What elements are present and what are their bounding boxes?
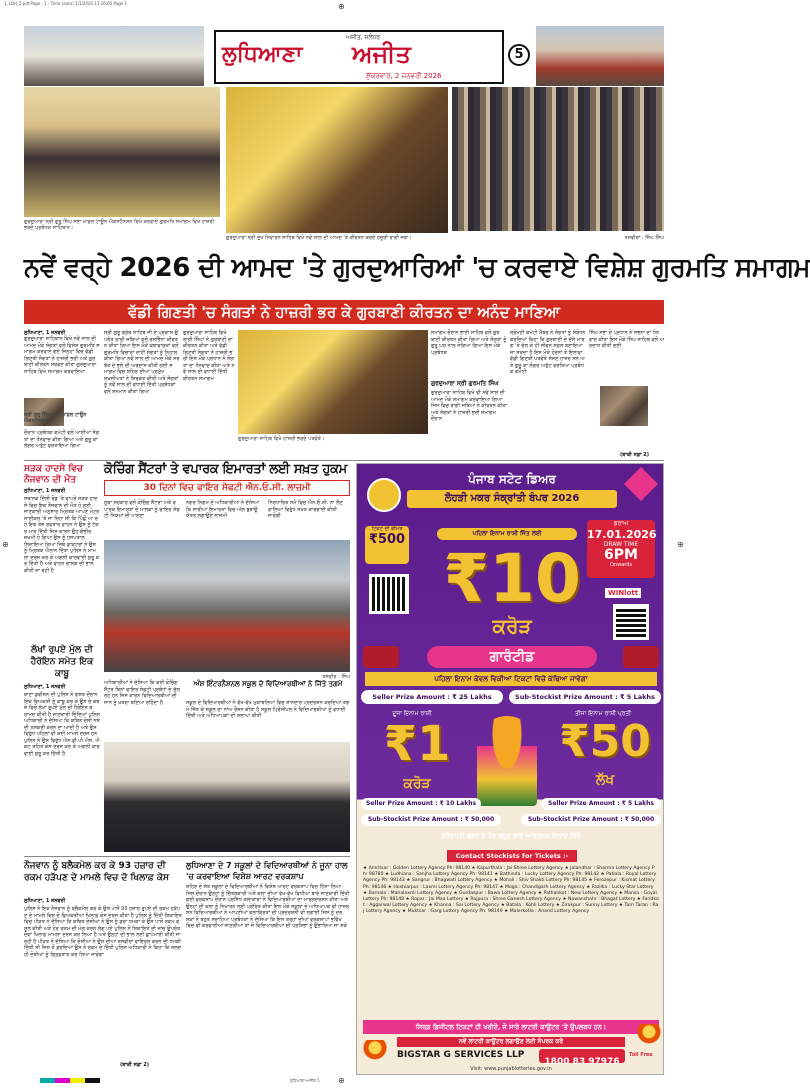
bottom-left-text: ਪੁਲਿਸ ਨੇ ਇਕ ਨੌਜਵਾਨ ਨੂੰ ਬਲੈਕਮੇਲ ਕਰ ਕੇ ਉਸ ਪਾਸੋਂ 93 ਹਜ਼ਾਰ ਰੁਪਏ ਦੀ ਰਕਮ ਹੜੱਪਣ ਦੇ ਮਾਮਲੇ ਵਿਚ ਦੋ ਵਿਅਕਤੀਆਂ ਖਿਲਾਫ਼ ਕੇਸ ਦਰਜ ਕੀਤਾ ਹੈ ਪੁਲਿਸ ਨੂੰ ਦਿੱਤੀ ਸ਼ਿਕਾਇਤ ਵਿਚ ਪੀੜਤ ਨੇ ਦੱਸਿਆ ਕਿ ਕਥਿਤ ਦੋਸ਼ੀਆਂ ਨੇ ਉਸ ਨੂੰ ਡਰਾ ਧਮਕਾ ਕੇ ਉਸ ਪਾਸੋਂ ਰਕਮ ਵਸੂਲ ਕੀਤੀ ਅਤੇ ਹੋਰ ਰਕਮ ਦੀ ਮੰਗ ਕਰਨ ਲੱਗ ਪਏ ਪੁਲਿਸ ਨੇ ਸ਼ਿਕਾਇਤ ਦੀ ਜਾਂਚ ਉਪਰੰਤ ਦੋਵਾਂ ਖਿਲਾਫ਼ ਮਾਮਲਾ ਦਰਜ ਕਰ ਲਿਆ ਹੈ ਅਤੇ ਉਨ੍ਹਾਂ ਦੀ ਭਾਲ ਲਈ ਛਾਪੇਮਾਰੀ ਕੀਤੀ ਜਾ ਰਹੀ ਹੈ ਪੀੜਤ ਨੇ ਦੱਸਿਆ ਕਿ ਦੋਸ਼ੀਆਂ ਨੇ ਉਸ ਦੀਆਂ ਤਸਵੀਰਾਂ ਵਾਇਰਲ ਕਰਨ ਦੀ ਧਮਕੀ ਦਿੱਤੀ ਸੀ ਜਿਸ ਤੋਂ ਡਰਦਿਆਂ ਉਸ ਨੇ ਰਕਮ ਦੇ ਦਿੱਤੀ ਪੁਲਿਸ ਅਧਿਕਾਰੀ ਨੇ ਕਿਹਾ ਕਿ ਜਲਦ ਹੀ ਦੋਸ਼ੀਆਂ ਨੂੰ ਗ੍ਰਿਫ਼ਤਾਰ ਕਰ ਲਿਆ ਜਾਵੇਗਾ: [24, 906, 182, 958]
middle-group-photo: [104, 742, 350, 852]
middle-col-3: ਨਿਰਧਾਰਿਤ ਸਮੇਂ ਵਿਚ ਐਨ.ਓ.ਸੀ. ਨਾ ਲੈਣ ਵਾਲਿਆਂ ਵਿਰੁੱਧ ਸਖ਼ਤ ਕਾਰਵਾਈ ਕੀਤੀ ਜਾਵੇਗੀ: [268, 500, 343, 519]
masthead-date: ਸ਼ੁੱਕਰਵਾਰ, 2 ਜਨਵਰੀ 2026: [366, 72, 442, 80]
sub-headline-bar: [24, 300, 664, 324]
ad-price: ₹500: [368, 532, 406, 547]
ad-tractor-icon: [363, 646, 399, 668]
ad-third-prize-label: ਤੀਜਾ ਇਨਾਮ ਰਾਸ਼ੀ ਪ੍ਰਤੀ: [574, 710, 632, 717]
middle-headline: ਕੋਚਿੰਗ ਸੈਂਟਰਾਂ ਤੇ ਵਪਾਰਕ ਇਮਾਰਤਾਂ ਲਈ ਸਖ਼ਤ ਹੁਕਮ: [104, 462, 347, 477]
print-slug: 1_LDH_5.pdf-Page - 1 - Time (auto) 1/1/2026 11:16:05 Page 1: [4, 1, 128, 6]
ad-footer-pink: ਸਿਰਫ਼ ਡਿਜੀਟਲ ਟਿਕਟਾਂ ਹੀ ਖਰੀਦੋ, ਜੋ ਸਾਰੇ ਲਾਟਰੀ ਕਾਊਂਟਰ 'ਤੇ ਉਪਲਬਧ ਹਨ।: [363, 1020, 659, 1034]
ad-sub-stockist-3: Sub-Stockist Prize Amount : ₹ 50,000: [521, 814, 661, 826]
story-col-1: ਲੁਧਿਆਣਾ, 1 ਜਨਵਰੀ ਗੁਰਦੁਆਰਾ ਸਾਹਿਬਾਨ ਵਿਖੇ ਨਵੇਂ ਸਾਲ ਦੀ ਆਮਦ ਮੌਕੇ ਸੰਗਤਾਂ ਵਲੋਂ ਵਿਸ਼ੇਸ਼ ਗੁਰਮਤਿ ਸਮਾਗਮ ਕਰਵਾਏ ਗਏ ਜਿਨ੍ਹਾਂ ਵਿਚ ਵੱਡੀ ਗਿਣਤੀ ਸੰਗਤਾਂ ਨੇ ਹਾਜ਼ਰੀ ਭਰੀ ਅਤੇ ਗੁਰਬਾਣੀ ਕੀਰਤਨ ਸਰਵਣ ਕੀਤਾ ਗੁਰਦੁਆਰਾ ਸਾਹਿਬ ਵਿਖੇ ਸਮਾਗਮ ਕਰਵਾਇਆ: [24, 330, 100, 428]
masthead-place: ਅਜੀਤ, ਜਲੰਧਰ: [346, 34, 381, 41]
registration-mark-icon: ⊕: [338, 1076, 345, 1085]
story-col-5: ਸ਼੍ਰੋਮਣੀ ਕਮੇਟੀ ਮੈਂਬਰ ਨੇ ਸੰਗਤਾਂ ਨੂੰ ਸੰਬੋਧਨ ਕਰਦਿਆਂ ਕਿਹਾ ਕਿ ਗੁਰਬਾਣੀ ਦੇ ਦੱਸੇ ਮਾਰਗ 'ਤੇ ਚੱਲ ਕੇ ਹੀ ਜੀਵਨ ਸਫ਼ਲ ਬਣਾਇਆ ਜਾ ਸਕਦਾ ਹੈ ਇਸ ਮੌਕੇ ਹੋਰਨਾਂ ਤੋਂ ਇਲਾਵਾ ਵੱਡੀ ਗਿਣਤੀ ਪਤਵੰਤੇ ਸੱਜਣ ਹਾਜ਼ਰ ਸਨ ਅਤੇ ਗੁਰੂ ਕਾ ਲੰਗਰ ਅਤੁੱਟ ਵਰਤਿਆ ਪ੍ਰਬੰਧਕ ਕਮੇਟੀ: [510, 330, 586, 375]
bottom-left-headline: ਨੌਜਵਾਨ ਨੂੰ ਬਲੈਕਮੇਲ ਕਰ ਕੇ 93 ਹਜ਼ਾਰ ਦੀ ਰਕਮ ਹੜੱਪਣ ਦੇ ਮਾਮਲੇ ਵਿਚ ਦੋ ਖਿਲਾਫ਼ ਕੇਸ: [24, 861, 169, 883]
middle-photo-caption: ਤਸਵੀਰ : ਸਿੰਘ: [322, 674, 350, 680]
ad-draw-time: 6PM: [604, 547, 638, 563]
ad-price-box: [365, 526, 409, 564]
left-story-2-title: ਲੱਖਾਂ ਰੁਪਏ ਮੁੱਲ ਦੀ ਹੈਰੋਇਨ ਸਮੇਤ ਇਕ ਕਾਬੂ: [30, 645, 94, 679]
ad-third-prize-unit: ਲੱਖ: [595, 772, 615, 788]
ad-draw-label: ਡਰਾਅ: [613, 520, 629, 527]
masthead-paper: ਅਜੀਤ: [352, 40, 411, 68]
ad-contact-title: Contact Stockists for Tickets :-: [447, 850, 577, 862]
side-caption: ਸ੍ਰੀ ਗੁਰੂ ਸਿੰਘ ਸਭਾ ਮਾਡਲ ਟਾਊਨ ਐਕਸਟੈਨਸ਼ਨ: [24, 412, 87, 424]
ad-first-prize-label: ਪਹਿਲਾ ਇਨਾਮ ਰਾਸ਼ੀ ਜਿੱਤ ਲਈ: [437, 528, 577, 540]
ad-lamp-icon: [363, 1040, 387, 1066]
caption-right: ਤਸਵੀਰਾਂ : ਸਿੰਘ ਸਿੰਘ: [624, 235, 664, 241]
ad-second-prize: ₹1: [383, 716, 451, 772]
ad-lamp-icon: [637, 1024, 661, 1050]
photo-left: [24, 87, 220, 217]
story-col-1b: ਦੌਰਾਨ ਪ੍ਰਬੰਧਕ ਕਮੇਟੀ ਵਲੋਂ ਆਈਆਂ ਸੰਗਤਾਂ ਦਾ ਧੰਨਵਾਦ ਕੀਤਾ ਗਿਆ ਅਤੇ ਗੁਰੂ ਕਾ ਲੰਗਰ ਅਤੁੱਟ ਵਰਤਾਇਆ ਗਿਆ: [24, 430, 100, 449]
ad-first-prize-note: ਪਹਿਲਾ ਇਨਾਮ ਕੇਵਲ ਵਿਕੀਆਂ ਟਿਕਟਾਂ ਵਿਚੋਂ ਕੱਢਿਆ ਜਾਵੇਗਾ: [365, 672, 657, 686]
ad-sub-stockist-2: Sub-Stockist Prize Amount : ₹ 50,000: [361, 814, 501, 826]
footer-slug: ਲੁਧਿਆਣਾ-ਅਜੀਤ 5: [290, 1078, 320, 1083]
left-story-2-text: ਥਾਣਾ ਡਵੀਜ਼ਨ ਦੀ ਪੁਲਿਸ ਨੇ ਗਸ਼ਤ ਦੌਰਾਨ ਇਕ ਵਿਅਕਤੀ ਨੂੰ ਕਾਬੂ ਕਰ ਕੇ ਉਸ ਦੇ ਕਬਜ਼ੇ ਵਿਚੋਂ ਲੱਖਾਂ ਰੁਪਏ ਮੁੱਲ ਦੀ ਹੈਰੋਇਨ ਬਰਾਮਦ ਕੀਤੀ ਹੈ ਜਾਣਕਾਰੀ ਦਿੰਦਿਆਂ ਪੁਲਿਸ ਅਧਿਕਾਰੀ ਨੇ ਦੱਸਿਆ ਕਿ ਕਥਿਤ ਦੋਸ਼ੀ ਨਸ਼ੇ ਦੀ ਤਸਕਰੀ ਕਰਨ ਦਾ ਆਦੀ ਹੈ ਅਤੇ ਉਸ ਵਿਰੁੱਧ ਪਹਿਲਾਂ ਵੀ ਕਈ ਮਾਮਲੇ ਦਰਜ ਹਨ ਪੁਲਿਸ ਨੇ ਉਸ ਵਿਰੁੱਧ ਐਨ.ਡੀ.ਪੀ.ਐਸ. ਐਕਟ ਤਹਿਤ ਕੇਸ ਦਰਜ ਕਰ ਕੇ ਅਗਲੀ ਕਾਰਵਾਈ ਸ਼ੁਰੂ ਕਰ ਦਿੱਤੀ ਹੈ: [24, 692, 101, 757]
ad-qr-code: [369, 574, 409, 614]
ad-second-prize-label: ਦੂਜਾ ਇਨਾਮ ਰਾਸ਼ੀ: [392, 710, 432, 717]
ad-phone: 1800 83 97976: [544, 1057, 620, 1067]
inset-portrait-right: [600, 386, 648, 426]
middle-subheadline-bar: [104, 480, 350, 496]
middle-col-1: ਸੂਬਾ ਸਰਕਾਰ ਵਲੋਂ ਕੋਚਿੰਗ ਸੈਂਟਰਾਂ ਅਤੇ ਵਪਾਰਕ ਇਮਾਰਤਾਂ ਦੇ ਮਾਲਕਾਂ ਨੂੰ ਫਾਇਰ ਸੇਫਟੀ ਨਿਯਮਾਂ ਦੀ ਪਾਲਣਾ: [104, 500, 180, 519]
ad-website: Visit: www.punjablotteries.gov.in: [470, 1066, 552, 1072]
photo-center: [226, 87, 448, 233]
caption-center: ਗੁਰਦੁਆਰਾ ਸ੍ਰੀ ਦੁਖ ਨਿਵਾਰਨ ਸਾਹਿਬ ਵਿਖੇ ਨਵੇਂ ਸਾਲ ਦੀ ਆਮਦ 'ਤੇ ਕੀਰਤਨ ਕਰਦੇ ਹਜ਼ੂਰੀ ਰਾਗੀ ਜਥਾ।: [226, 235, 412, 241]
registration-mark-icon: ⊕: [2, 540, 9, 549]
ad-title: ਪੰਜਾਬ ਸਟੇਟ ਡਿਅਰ: [468, 472, 556, 486]
story-col-4b: ਗੁਰਦੁਆਰਾ ਸਾਹਿਬ ਵਿਖੇ ਵੀ ਨਵੇਂ ਸਾਲ ਦੀ ਆਮਦ ਮੌਕੇ ਸਮਾਗਮ ਕਰਵਾਇਆ ਗਿਆ ਜਿਸ ਵਿਚ ਰਾਗੀ ਜਥਿਆਂ ਨੇ ਕੀਰਤਨ ਕੀਤਾ ਅਤੇ ਸੰਗਤਾਂ ਨੇ ਹਾਜ਼ਰੀ ਭਰੀ ਸਮਾਗਮ ਦੌਰਾਨ: [431, 390, 507, 422]
middle-col-4: ਅਧਿਕਾਰੀਆਂ ਨੇ ਦੱਸਿਆ ਕਿ ਕਈ ਕੋਚਿੰਗ ਸੈਂਟਰ ਬਿਨਾਂ ਫਾਇਰ ਸੇਫਟੀ ਪ੍ਰਬੰਧਾਂ ਦੇ ਚੱਲ ਰਹੇ ਹਨ ਜਿਸ ਕਾਰਨ ਵਿਦਿਆਰਥੀਆਂ ਦੀ ਜਾਨ ਨੂੰ ਖ਼ਤਰਾ ਬਣਿਆ ਰਹਿੰਦਾ ਹੈ: [104, 680, 180, 706]
masthead-right-photo: [536, 26, 664, 86]
lottery-ad: [356, 463, 664, 1075]
ad-toll-free: Toll Free: [629, 1052, 653, 1058]
middle-subheadline: 30 ਦਿਨਾਂ ਵਿਚ ਫਾਇਰ ਸੇਫਟੀ ਐਨ.ਓ.ਸੀ. ਲਾਜ਼ਮੀ: [143, 483, 311, 493]
ad-logo: [367, 478, 401, 512]
left-story-1-text: ਸਥਾਨਕ ਦਿੱਲੀ ਰੋਡ 'ਤੇ ਵਾਪਰੇ ਸੜਕ ਹਾਦਸੇ ਵਿਚ ਇਕ ਨੌਜਵਾਨ ਦੀ ਮੌਤ ਹੋ ਗਈ ਜਾਣਕਾਰੀ ਅਨੁਸਾਰ ਮ੍ਰਿਤਕ ਆਪਣੇ ਮੋਟਰਸਾਈਕਲ 'ਤੇ ਜਾ ਰਿਹਾ ਸੀ ਕਿ ਪਿੱਛੋਂ ਆ ਰਹੇ ਇਕ ਤੇਜ਼ ਰਫ਼ਤਾਰ ਵਾਹਨ ਨੇ ਉਸ ਨੂੰ ਟੱਕਰ ਮਾਰ ਦਿੱਤੀ ਜਿਸ ਕਾਰਨ ਉਹ ਗੰਭੀਰ ਜ਼ਖ਼ਮੀ ਹੋ ਗਿਆ ਉਸ ਨੂੰ ਹਸਪਤਾਲ ਲਿਜਾਇਆ ਗਿਆ ਜਿਥੇ ਡਾਕਟਰਾਂ ਨੇ ਉਸ ਨੂੰ ਮ੍ਰਿਤਕ ਐਲਾਨ ਦਿੱਤਾ ਪੁਲਿਸ ਨੇ ਮਾਮਲਾ ਦਰਜ ਕਰ ਕੇ ਅਗਲੀ ਕਾਰਵਾਈ ਸ਼ੁਰੂ ਕਰ ਦਿੱਤੀ ਹੈ ਅਤੇ ਵਾਹਨ ਚਾਲਕ ਦੀ ਭਾਲ ਕੀਤੀ ਜਾ ਰਹੀ ਹੈ: [24, 496, 100, 574]
ad-kite-icon: [624, 467, 658, 501]
sub-headline: ਵੱਡੀ ਗਿਣਤੀ 'ਚ ਸੰਗਤਾਂ ਨੇ ਹਾਜ਼ਰੀ ਭਰ ਕੇ ਗੁਰਬਾਣੀ ਕੀਰਤਨ ਦਾ ਅਨੰਦ ਮਾਣਿਆ: [128, 303, 560, 321]
bottom-left-byline: ਲੁਧਿਆਣਾ, 1 ਜਨਵਰੀ: [24, 898, 66, 904]
middle-story2-headline: ਅੰਸ਼ ਇੰਟਰਨੈਸ਼ਨਲ ਸਕੂਲ ਦੇ ਵਿਦਿਆਰਥੀਆਂ ਨੇ ਜਿੱਤੇ ਤਗਮੇ: [193, 680, 343, 688]
bottom-right-text: ਸ਼ਹਿਰ ਦੇ ਸੱਤ ਸਕੂਲਾਂ ਦੇ ਵਿਦਿਆਰਥੀਆਂ ਨੇ ਵਿਸ਼ੇਸ਼ ਆਰਟ ਵਰਕਸ਼ਾਪ ਵਿਚ ਹਿੱਸਾ ਲਿਆ ਜਿਸ ਦੌਰਾਨ ਉਨ੍ਹਾਂ ਨੂੰ ਚਿੱਤਰਕਾਰੀ ਅਤੇ ਕਲਾ ਦੀਆਂ ਵੱਖ-ਵੱਖ ਵਿਧੀਆਂ ਬਾਰੇ ਜਾਣਕਾਰੀ ਦਿੱਤੀ ਗਈ ਵਰਕਸ਼ਾਪ ਦੌਰਾਨ ਪ੍ਰਸਿੱਧ ਕਲਾਕਾਰਾਂ ਨੇ ਵਿਦਿਆਰਥੀਆਂ ਦਾ ਮਾਰਗਦਰਸ਼ਨ ਕੀਤਾ ਅਤੇ ਉਨ੍ਹਾਂ ਦੀ ਕਲਾ ਨੂੰ ਨਿਖਾਰਨ ਲਈ ਪ੍ਰੇਰਿਤ ਕੀਤਾ ਇਸ ਮੌਕੇ ਸਕੂਲਾਂ ਦੇ ਅਧਿਆਪਕ ਵੀ ਹਾਜ਼ਰ ਸਨ ਵਿਦਿਆਰਥੀਆਂ ਨੇ ਆਪਣੀਆਂ ਕਲਾਕ੍ਰਿਤਾਂ ਦੀ ਪ੍ਰਦਰਸ਼ਨੀ ਵੀ ਲਗਾਈ ਜਿਸ ਨੂੰ ਦਰਸ਼ਕਾਂ ਨੇ ਬਹੁਤ ਸਰਾਹਿਆ ਪ੍ਰਬੰਧਕਾਂ ਨੇ ਦੱਸਿਆ ਕਿ ਇਸ ਤਰ੍ਹਾਂ ਦੀਆਂ ਵਰਕਸ਼ਾਪਾਂ ਭਵਿੱਖ ਵਿਚ ਵੀ ਕਰਵਾਈਆਂ ਜਾਣਗੀਆਂ ਤਾਂ ਜੋ ਵਿਦਿਆਰਥੀਆਂ ਦੀ ਪ੍ਰਤਿਭਾ ਨੂੰ ਉਭਾਰਿਆ ਜਾ ਸਕੇ: [186, 884, 350, 929]
ad-guaranteed: ਗਾਰੰਟੀਡ: [427, 646, 597, 668]
middle-photo: [104, 540, 350, 672]
color-bar: [40, 1078, 100, 1083]
photo-right: [452, 87, 664, 231]
story-photo: [238, 330, 428, 434]
story-col-2: ਸ੍ਰੀ ਗੁਰੂ ਗ੍ਰੰਥ ਸਾਹਿਬ ਜੀ ਦੇ ਪ੍ਰਕਾਸ਼ ਉਪਰੰਤ ਰਾਗੀ ਜਥਿਆਂ ਵਲੋਂ ਰਸਭਿੰਨਾ ਕੀਰਤਨ ਕੀਤਾ ਗਿਆ ਇਸ ਮੌਕੇ ਕਥਾਵਾਚਕਾਂ ਵਲੋਂ ਗੁਰਮਤਿ ਵਿਚਾਰਾਂ ਰਾਹੀਂ ਸੰਗਤਾਂ ਨੂੰ ਨਿਹਾਲ ਕੀਤਾ ਗਿਆ ਨਵੇਂ ਸਾਲ ਦੀ ਆਮਦ ਮੌਕੇ ਸਰਬੱਤ ਦੇ ਭਲੇ ਦੀ ਅਰਦਾਸ ਕੀਤੀ ਗਈ ਸਮਾਗਮ ਵਿਚ ਸ਼ਹਿਰ ਦੀਆਂ ਪ੍ਰਮੁੱਖ ਸ਼ਖ਼ਸੀਅਤਾਂ ਨੇ ਸ਼ਿਰਕਤ ਕੀਤੀ ਅਤੇ ਸੰਗਤਾਂ ਨੂੰ ਨਵੇਂ ਸਾਲ ਦੀ ਵਧਾਈ ਦਿੱਤੀ ਪ੍ਰਬੰਧਕਾਂ ਵਲੋਂ ਸਨਮਾਨ ਕੀਤਾ ਗਿਆ: [104, 330, 180, 395]
ad-seller-3: Seller Prize Amount : ₹ 5 Lakhs: [541, 798, 661, 810]
ad-qr-code-right: [613, 604, 649, 640]
bottom-right-headline: ਲੁਧਿਆਣਾ ਦੇ 7 ਸਕੂਲਾਂ ਦੇ ਵਿਦਿਆਰਥੀਆਂ ਨੇ ਜੂਨਾ ਹਾਲ 'ਚ ਕਰਵਾਇਆ ਵਿਸ਼ੇਸ਼ ਆਰਟ ਵਰਕਸ਼ਾਪ: [186, 861, 348, 881]
inline-subhead: ਗੁਰਦੁਆਰਾ ਸ੍ਰੀ ਗੁਰਮਤਿ ਸਿੰਘ: [431, 380, 499, 387]
ad-second-prize-unit: ਕਰੋੜ: [403, 776, 431, 792]
ad-footer-new: ਨਵੇਂ ਲਾਟਰੀ ਕਾਊਂਟਰ ਲਗਾਉਣ ਲਈ ਸੰਪਰਕ ਕਰੋ: [397, 1037, 625, 1047]
ad-seller-2: Seller Prize Amount : ₹ 10 Lakhs: [361, 798, 481, 810]
registration-mark-icon: ⊕: [338, 2, 345, 11]
ad-first-prize: ₹10: [443, 540, 581, 617]
left-story-1-title: ਸੜਕ ਹਾਦਸੇ ਵਿਚ ਨੌਜਵਾਨ ਦੀ ਮੌਤ: [24, 464, 83, 485]
ad-price-label: ਟਿਕਟ ਦੀ ਕੀਮਤ: [371, 526, 403, 532]
left-story-2-byline: ਲੁਧਿਆਣਾ, 1 ਜਨਵਰੀ: [24, 684, 66, 690]
story-col-4: ਸਮਾਗਮ ਦੌਰਾਨ ਭਾਈ ਸਾਹਿਬ ਵਲੋਂ ਗੁਰਬਾਣੀ ਕੀਰਤਨ ਕੀਤਾ ਗਿਆ ਅਤੇ ਸੰਗਤਾਂ ਨੂੰ ਗੁਰੂ ਘਰ ਨਾਲ ਜੋੜਿਆ ਗਿਆ ਇਸ ਮੌਕੇ ਪ੍ਰਬੰਧਕ: [431, 330, 507, 356]
story-col-6: ਸਿੰਘ ਸਭਾ ਦੇ ਪ੍ਰਧਾਨ ਨੇ ਸਭਨਾਂ ਦਾ ਧੰਨਵਾਦ ਕੀਤਾ ਇਸ ਮੌਕੇ ਸਿੰਘ ਸਾਹਿਬ ਵਲੋਂ ਅਰਦਾਸ ਕੀਤੀ ਗਈ: [589, 330, 664, 349]
ad-subtitle: ਲੋਹੜੀ ਮਕਰ ਸੰਕ੍ਰਾਂਤੀ ਬੰਪਰ 2026: [407, 490, 617, 508]
ad-first-prize-unit: ਕਰੋੜ: [492, 614, 532, 638]
ad-stockists-list: ★ Amritsar : Golden Lottery Agency Ph: 98140 ★ Kapurthala : Jai Shree Lottery Agency ★ Jalandhar : Sharma Lottery Agency Ph: 98780 ★ Ludhiana : Sanjha Lottery Agency Ph: 98141 ★ Bathinda : Lucky Lottery Agency Ph: 98142 ★ Patiala : Royal Lottery Agency Ph: 98143 ★ Sangrur : Bhagwati Lottery Agency ★ Mohali : Shiv Shakti Lottery Ph: 98145 ★ Ferozepur : Kismat Lottery Ph: 98146 ★ Hoshiarpur : Laxmi Lottery Agency Ph: 98147 ★ Moga : Chandigarh Lottery Agency ★ Fazilka : Lucky Star Lottery ★ Barnala : Mahalaxmi Lottery Agency ★ Gurdaspur : Bawa Lottery Agency ★ Pathankot : New Lottery Agency ★ Mansa : Goyal Lottery Ph: 98148 ★ Ropar : Jai Maa Lottery ★ Rajpura : Shree Ganesh Lottery Agency ★ Nawanshahr : Bhagat Lottery ★ Faridkot : Aggarwal Lottery Agency ★ Khanna : Sai Lottery Agency ★ Batala : Kohli Lottery ★ Zirakpur : Sunny Lottery ★ Tarn Taran : Raj Lottery Agency ★ Muktsar : Garg Lottery Agency Ph: 98149 ★ Malerkotla : Anand Lottery Agency: [363, 866, 659, 915]
ad-draw-time-label: DRAW TIME: [603, 541, 639, 548]
middle-col-2: ਨਗਰ ਨਿਗਮ ਦੇ ਅਧਿਕਾਰੀਆਂ ਨੇ ਦੱਸਿਆ ਕਿ ਸਾਰੀਆਂ ਇਮਾਰਤਾਂ ਵਿਚ ਅੱਗ ਬੁਝਾਊ ਯੰਤਰ ਲਗਾਉਣੇ ਲਾਜ਼ਮੀ: [186, 500, 260, 519]
bottom-continued: (ਬਾਕੀ ਸਫ਼ਾ 2): [120, 1062, 150, 1068]
registration-mark-icon: ⊕: [677, 540, 684, 549]
main-headline: ਨਵੇਂ ਵਰ੍ਹੇ 2026 ਦੀ ਆਮਦ 'ਤੇ ਗੁਰਦੁਆਰਿਆਂ 'ਚ ਕਰਵਾਏ ਵਿਸ਼ੇਸ਼ ਗੁਰਮਤਿ ਸਮਾਗਮ: [24, 253, 810, 283]
ad-draw-time-sub: Onwards: [609, 562, 632, 568]
divider: [24, 460, 664, 461]
ad-seller-1: Seller Prize Amount : ₹ 25 Lakhs: [361, 690, 503, 704]
caption-left: ਗੁਰਦੁਆਰਾ ਸ੍ਰੀ ਗੁਰੂ ਸਿੰਘ ਸਭਾ ਮਾਡਲ ਟਾਊਨ ਐਕਸਟੈਨਸ਼ਨ ਵਿਖੇ ਕਰਵਾਏ ਗੁਰਮਤਿ ਸਮਾਗਮ ਵਿਖੇ ਹਾਜ਼ਰੀ ਭਰਦੇ ਪ੍ਰਬੰਧਕ ਸਾਹਿਬਾਨ।: [24, 219, 215, 231]
story-photo-caption: ਗੁਰਦੁਆਰਾ ਸਾਹਿਬ ਵਿਖੇ ਹਾਜ਼ਰੀ ਭਰਦੇ ਪਤਵੰਤੇ।: [238, 436, 325, 442]
middle-col-5: ਸਕੂਲ ਦੇ ਵਿਦਿਆਰਥੀਆਂ ਨੇ ਵੱਖ-ਵੱਖ ਮੁਕਾਬਲਿਆਂ ਵਿਚ ਸ਼ਾਨਦਾਰ ਪ੍ਰਦਰਸ਼ਨ ਕਰਦਿਆਂ ਤਗਮੇ ਜਿੱਤ ਕੇ ਸਕੂਲ ਦਾ ਨਾਂਅ ਰੌਸ਼ਨ ਕੀਤਾ ਹੈ ਸਕੂਲ ਪ੍ਰਿੰਸੀਪਲ ਨੇ ਵਿਦਿਆਰਥੀਆਂ ਨੂੰ ਵਧਾਈ ਦਿੱਤੀ ਅਤੇ ਅਧਿਆਪਕਾਂ ਦੀ ਸ਼ਲਾਘਾ ਕੀਤੀ: [186, 700, 350, 719]
page-number: 5: [508, 44, 530, 66]
ad-draw-box: [587, 520, 655, 578]
ad-third-prize: ₹50: [559, 716, 651, 767]
masthead: [24, 16, 664, 86]
ad-draw-date: 17.01.2026: [587, 528, 657, 541]
continued: (ਬਾਕੀ ਸਫ਼ਾ 2): [620, 452, 650, 458]
divider: [24, 856, 350, 857]
masthead-logo-box: [214, 30, 504, 84]
ad-tagline: ਕਰੋੜਪਤੀ ਬਣਨ ਦੇ ਹੋਰ ਬਹੁਤ ਸਾਰੇ ਆਕਰਸ਼ਕ ਇਨਾਮ ਜਿੱਤੋ: [441, 832, 581, 840]
ad-dancer-icon: [477, 716, 537, 806]
ad-brand: WINlott: [605, 588, 641, 598]
masthead-left-photo: [24, 26, 204, 86]
ad-tractor-icon: [623, 646, 659, 668]
ad-company: BIGSTAR G SERVICES LLP: [397, 1050, 525, 1060]
masthead-city: ਲੁਧਿਆਣਾ: [222, 42, 303, 67]
ad-phone-box: [539, 1049, 625, 1067]
ad-sub-stockist-1: Sub-Stockist Prize Amount : ₹ 5 Lakhs: [509, 690, 661, 704]
story-col-3: ਗੁਰਦੁਆਰਾ ਸਾਹਿਬ ਵਿਖੇ ਰਾਗੀ ਸਿੰਘਾਂ ਨੇ ਗੁਰਬਾਣੀ ਦਾ ਕੀਰਤਨ ਕੀਤਾ ਅਤੇ ਵੱਡੀ ਗਿਣਤੀ ਸੰਗਤਾਂ ਨੇ ਹਾਜ਼ਰੀ ਭਰੀ ਇਸ ਮੌਕੇ ਪ੍ਰਧਾਨ ਨੇ ਸੰਗਤਾਂ ਦਾ ਧੰਨਵਾਦ ਕੀਤਾ ਅਤੇ ਨਵੇਂ ਸਾਲ ਦੀ ਵਧਾਈ ਦਿੱਤੀ ਕੀਰਤਨ ਸਮਾਗਮ: [183, 330, 235, 382]
left-story-1-byline: ਲੁਧਿਆਣਾ, 1 ਜਨਵਰੀ: [24, 488, 66, 494]
byline: ਲੁਧਿਆਣਾ, 1 ਜਨਵਰੀ: [24, 330, 66, 336]
